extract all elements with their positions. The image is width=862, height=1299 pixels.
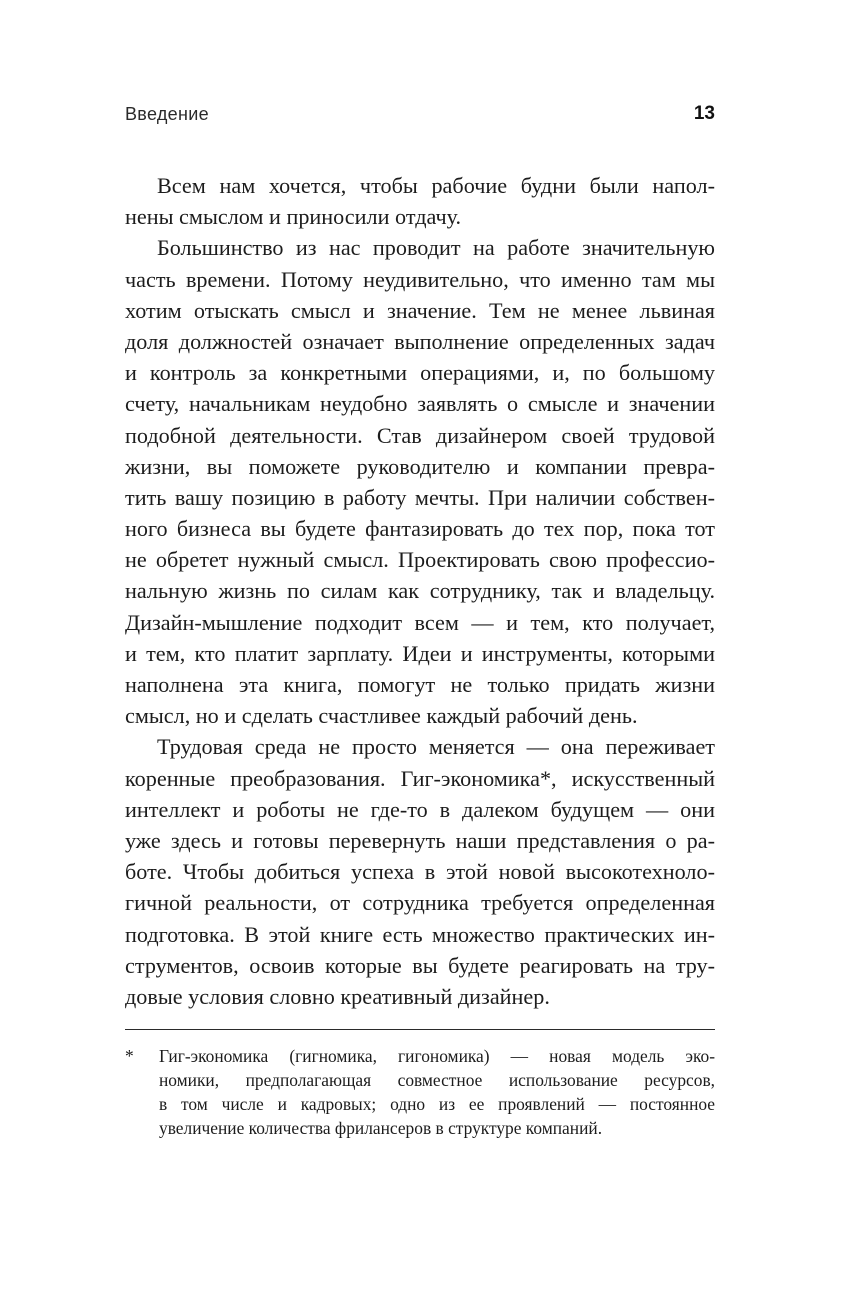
footnote-text: [159, 1044, 715, 1140]
text-line: хотим отыскать смысл и значение. Тем не менее львиная: [125, 297, 715, 323]
page-number: 13: [693, 103, 715, 124]
text-line: не обретет нужный смысл. Проектировать свою профессио-: [125, 547, 715, 573]
running-head: [125, 104, 715, 128]
text-line: подобной деятельности. Став дизайнером своей трудовой: [125, 422, 715, 448]
text-line: интеллект и роботы не где-то в далеком будущем — они: [125, 796, 715, 822]
text-line: боте. Чтобы добиться успеха в этой новой высокотехноло-: [125, 859, 715, 885]
paragraph-2: [125, 232, 715, 731]
paragraph-3: [125, 731, 715, 1012]
paragraph-1: [125, 170, 715, 232]
text-line: ного бизнеса вы будете фантазировать до тех пор, пока тот: [125, 516, 715, 542]
footnote-line: увеличение количества фрилансеров в структуре компаний.: [159, 1118, 603, 1138]
footnote-line: Гиг-экономика (гигномика, гигономика) — новая модель эко-: [159, 1046, 715, 1066]
text-line: тить вашу позицию в работу мечты. При наличии собствен-: [125, 484, 715, 510]
text-line: Большинство из нас проводит на работе значительную: [157, 235, 715, 261]
text-line: Всем нам хочется, чтобы рабочие будни были напол-: [157, 173, 715, 198]
text-line: жизни, вы поможете руководителю и компании превра-: [125, 453, 715, 479]
text-line: нальную жизнь по силам как сотруднику, так и владельцу.: [125, 578, 715, 604]
text-line: уже здесь и готовы перевернуть наши представления о ра-: [125, 827, 715, 853]
text-line: доля должностей означает выполнение определенных задач: [125, 328, 715, 354]
text-line: счету, начальникам неудобно заявлять о смысле и значении: [125, 391, 715, 417]
text-line: нены смыслом и приносили отдачу.: [125, 204, 462, 230]
footnote-mark: *: [125, 1046, 134, 1066]
text-line: и тем, кто платит зарплату. Идеи и инструменты, которыми: [125, 640, 715, 666]
text-line: гичной реальности, от сотрудника требуется определенная: [125, 890, 715, 916]
footnote-divider: [125, 1029, 715, 1030]
text-line: часть времени. Потому неудивительно, что именно там мы: [125, 266, 715, 292]
body-text: [125, 170, 715, 1012]
text-line: и контроль за конкретными операциями, и, по большому: [125, 360, 715, 386]
text-line: наполнена эта книга, помогут не только придать жизни: [125, 672, 715, 697]
text-line: Трудовая среда не просто меняется — она переживает: [157, 734, 715, 760]
text-line: довые условия словно креативный дизайнер.: [125, 983, 550, 1009]
section-title: Введение: [125, 104, 209, 124]
text-line: коренные преобразования. Гиг-экономика*, искусственный: [125, 765, 715, 791]
text-line: струментов, освоив которые вы будете реагировать на тру-: [125, 952, 715, 978]
text-line: смысл, но и сделать счастливее каждый рабочий день.: [125, 703, 638, 729]
text-line: подготовка. В этой книге есть множество практических ин-: [125, 921, 715, 947]
footnote-line: номики, предполагающая совместное использование ресурсов,: [159, 1070, 715, 1090]
text-line: Дизайн-мышление подходит всем — и тем, кто получает,: [125, 609, 715, 635]
footnote-line: в том числе и кадровых; одно из ее проявлений — постоянное: [159, 1094, 715, 1114]
